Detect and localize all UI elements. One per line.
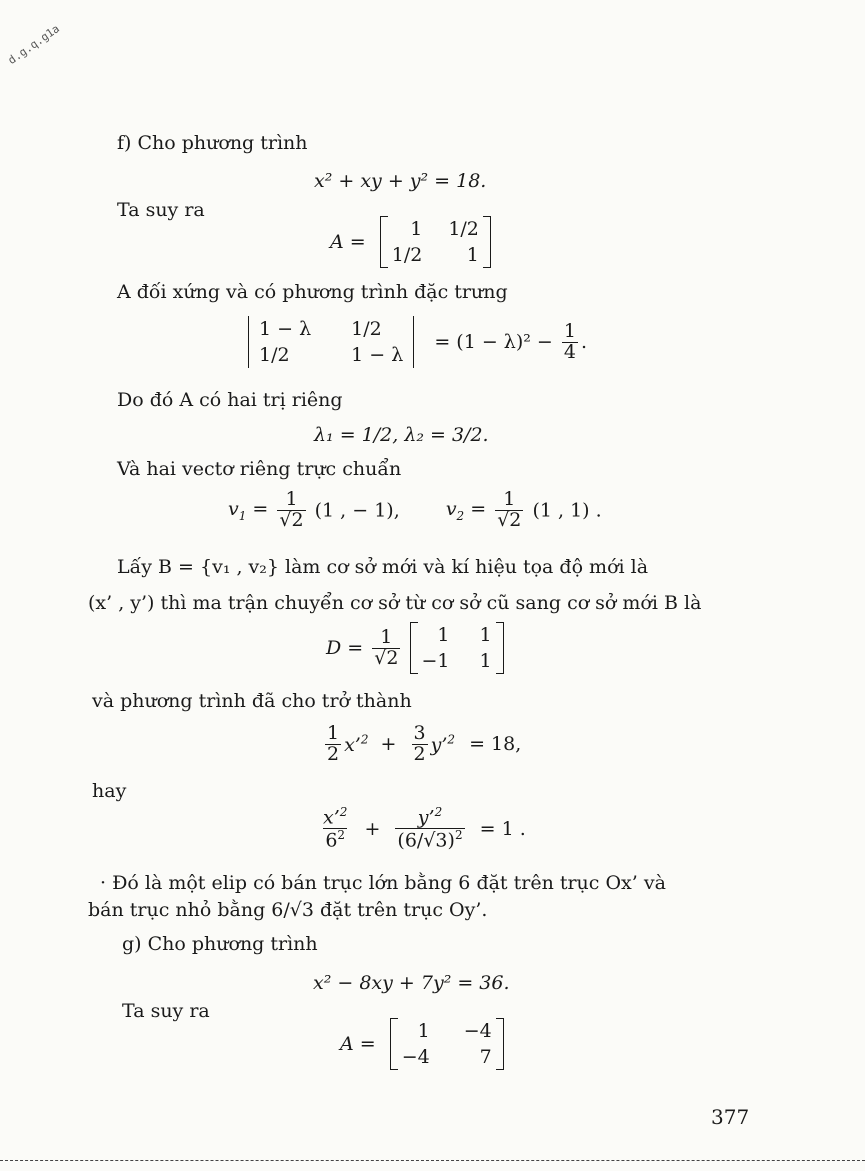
matrix-cell: 1/2: [391, 244, 423, 266]
matrix-cell: −4: [463, 1020, 492, 1042]
page-number: 377: [711, 1105, 750, 1129]
matrix-cell: 1: [479, 650, 492, 672]
transformed-rhs: = 18,: [469, 733, 522, 756]
matrix-cell: 1: [466, 244, 479, 266]
matrix-D: D = $\frac{1}{√2}$ 1 1 −1 1: [326, 622, 504, 674]
matrix-cell: 1: [479, 624, 492, 646]
equation-f: x² + xy + y² = 18.: [314, 170, 487, 192]
v1-vector: (1 , − 1),: [314, 499, 400, 522]
va-hai-vecto: Và hai vectơ riêng trực chuẩn: [117, 458, 402, 480]
matrix-cell: −1: [421, 650, 450, 672]
det-cell: 1 − λ: [259, 318, 312, 340]
transformed-equation: $\frac{1}{2}$ x’$^2$ + $\frac{3}{2}$ y’$^2$ = 18,: [327, 722, 522, 765]
lay-B-line-1: Lấy B = {v₁ , v₂} làm cơ sở mới và kí hiệu tọa độ mới là: [117, 556, 649, 578]
ellipse-equation: $\frac{x’^2}{6^2}$ + $\frac{y’^2}{(6/√3)^2}$ = 1 .: [323, 805, 526, 852]
page-bottom-edge: [0, 1160, 865, 1161]
det-cell: 1/2: [351, 318, 382, 340]
matrix-A-g: A = 1 −4 −4 7: [340, 1018, 504, 1070]
eigenvectors: $v_1$ = $\frac{1}{√2}$ (1 , − 1), $v_2$ = $\frac{1}{√2}$ (1 , 1) .: [228, 488, 602, 531]
ellipse-rhs: = 1 .: [479, 817, 526, 840]
det-cell: 1/2: [259, 344, 290, 366]
matrix-cell: 1/2: [448, 218, 479, 240]
v2-vector: (1 , 1) .: [532, 499, 602, 522]
matrix-cell: 1: [437, 624, 450, 646]
section-g-heading: g) Cho phương trình: [122, 933, 318, 955]
det-rhs: = (1 − λ)² −: [434, 331, 553, 353]
hay-word: hay: [92, 780, 127, 802]
section-f-heading: f) Cho phương trình: [117, 132, 308, 154]
ta-suy-ra-2: Ta suy ra: [122, 1000, 210, 1022]
lay-B-line-2: (x’ , y’) thì ma trận chuyển cơ sở từ cơ sở cũ sang cơ sở mới B là: [88, 592, 702, 614]
line-A-symmetric: A đối xứng và có phương trình đặc trưng: [117, 281, 508, 303]
conclusion-line-2: bán trục nhỏ bằng 6/√3 đặt trên trục Oy’.: [88, 899, 488, 921]
characteristic-determinant: 1 − λ 1/2 1/2 1 − λ = (1 − λ)² − $\frac{1}{4}$ .: [248, 316, 587, 368]
det-cell: 1 − λ: [351, 344, 404, 366]
ta-suy-ra-1: Ta suy ra: [117, 199, 205, 221]
matrix-A-f: A = 1 1/2 1/2 1: [330, 216, 491, 268]
matrix-cell: 7: [479, 1046, 492, 1068]
corner-stamp: d.g.q.g1a: [5, 22, 62, 67]
equation-g: x² − 8xy + 7y² = 36.: [313, 972, 510, 994]
eigenvalues: λ₁ = 1/2, λ₂ = 3/2.: [314, 424, 489, 446]
matrix-cell: −4: [401, 1046, 430, 1068]
va-pt-line: và phương trình đã cho trở thành: [92, 690, 412, 712]
do-do-line: Do đó A có hai trị riêng: [117, 389, 343, 411]
matrix-cell: 1: [417, 1020, 430, 1042]
matrix-cell: 1: [410, 218, 423, 240]
conclusion-line-1: · Đó là một elip có bán trục lớn bằng 6 đặt trên trục Ox’ và: [100, 872, 666, 894]
